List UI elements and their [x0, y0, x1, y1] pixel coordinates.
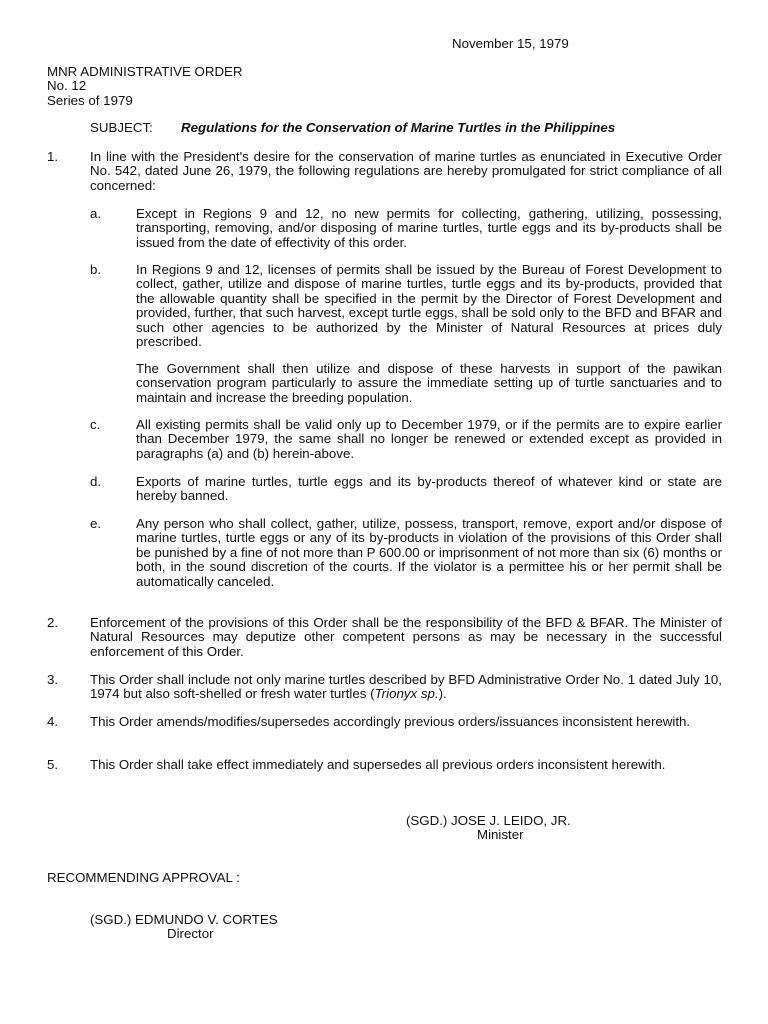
director-signature: (SGD.) EDMUNDO V. CORTES: [90, 912, 278, 927]
item-text: This Order amends/modifies/supersedes accordingly previous orders/issuances inconsistent herewith.: [90, 714, 691, 729]
item-text-end: ).: [438, 686, 447, 702]
subitem-text: All existing permits shall be valid only up to December 1979, or if the permits are to expire earlier than December 1979, the same shall no longer be renewed or extended except as provided in paragraphs (a) and (b) herein-above.: [136, 417, 722, 461]
subitem-text: In Regions 9 and 12, licenses of permits shall be issued by the Bureau of Forest Development to collect, gather, utilize and dispose of marine turtles, turtle eggs and its by-products, provided that the allowable quantity shall be specified in the permit by the Director of Forest Development and provided, further, that such harvest, except turtle eggs, shall be sold only to the BFD and BFAR and such other agencies to be authorized by the Minister of Natural Resources at prices duly prescribed.: [136, 262, 722, 350]
subject-label: SUBJECT:: [90, 120, 153, 135]
recommending-approval: RECOMMENDING APPROVAL :: [47, 870, 240, 885]
order-series: Series of 1979: [47, 92, 133, 108]
subitem-letter: a.: [90, 206, 102, 221]
item-number: 5.: [47, 757, 59, 772]
minister-signature: (SGD.) JOSE J. LEIDO, JR.: [406, 813, 571, 828]
subject-line: [90, 120, 616, 135]
order-date: November 15, 1979: [452, 36, 569, 51]
subitem-text-continued: The Government shall then utilize and dispose of these harvests in support of the pawikan conservation program particularly to assure the immediate setting up of turtle sanctuaries and to maintain and increase the breeding population.: [136, 361, 722, 405]
item-number: 1.: [47, 149, 59, 164]
item-number: 3.: [47, 672, 59, 687]
subitem-letter: d.: [90, 474, 102, 489]
subitem-letter: e.: [90, 516, 102, 531]
item-number: 4.: [47, 714, 59, 729]
item-text: [90, 673, 722, 702]
item-number: 2.: [47, 615, 59, 630]
item-text: Enforcement of the provisions of this Order shall be the responsibility of the BFD & BFAR. The Minister of Natural Resources may deputize other competent persons as may be necessary in the successful enforcement of this Order.: [90, 615, 722, 659]
minister-title: Minister: [477, 827, 524, 842]
species-name: Trionyx sp.: [374, 686, 439, 702]
subitem-text: Any person who shall collect, gather, utilize, possess, transport, remove, export and/or dispose of marine turtles, turtle eggs or any of its by-products in violation of the provisions of this Order shall be punished by a fine of not more than P 600.00 or imprisonment of not more than six (6) months or both, in the sound discretion of the courts. If the violator is a permittee his or her permit shall be automatically canceled.: [136, 516, 722, 589]
subitem-letter: c.: [90, 417, 101, 432]
director-title: Director: [167, 926, 214, 941]
subitem-text: Exports of marine turtles, turtle eggs and its by-products thereof of whatever kind or state are hereby banned.: [136, 474, 722, 504]
item-text: This Order shall take effect immediately and supersedes all previous orders inconsistent herewith.: [90, 757, 666, 772]
item-text-main: This Order shall include not only marine turtles described by BFD Administrative Order No. 1 dated July 10, 1974 but also soft-shelled or fresh water turtles (: [90, 672, 722, 702]
subitem-text: Except in Regions 9 and 12, no new permits for collecting, gathering, utilizing, possessing, transporting, removing, and/or disposing of marine turtles, turtle eggs and its by-products shall be issued from the date of effectivity of this order.: [136, 206, 722, 250]
subitem-letter: b.: [90, 262, 102, 277]
subject-title: Regulations for the Conservation of Marine Turtles in the Philippines: [181, 120, 616, 135]
order-title: MNR ADMINISTRATIVE ORDER: [47, 64, 243, 79]
item-text: In line with the President's desire for the conservation of marine turtles as enunciated in Executive Order No. 542, dated June 26, 1979, the following regulations are hereby promulgated for strict compliance of all concerned:: [90, 149, 722, 193]
order-header: [47, 65, 243, 108]
order-number: No. 12: [47, 78, 87, 94]
